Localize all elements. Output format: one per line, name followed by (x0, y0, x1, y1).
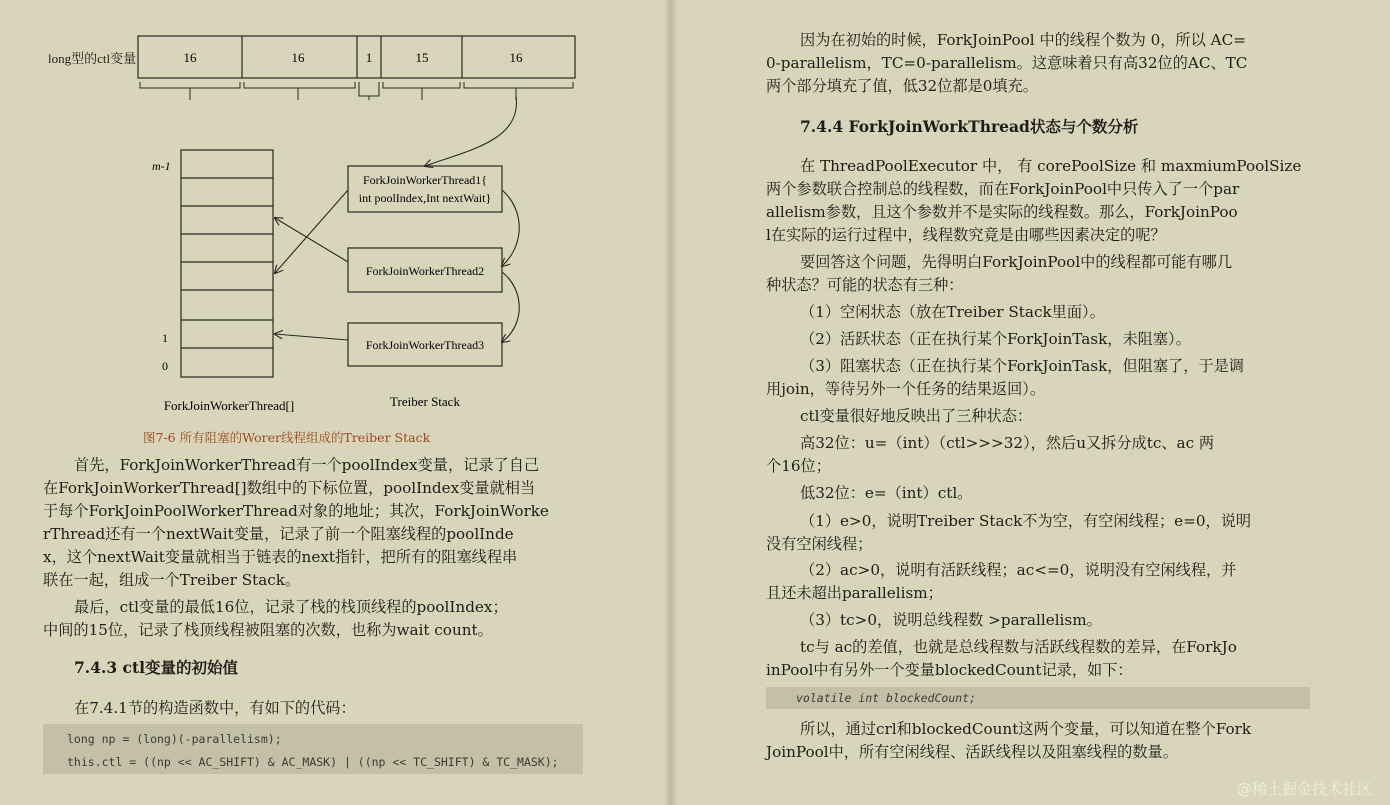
body-line: 于每个ForkJoinPoolWorkerThread对象的地址；其次，ForkJoinWorke (43, 502, 549, 520)
body-line: 低32位：e=（int）ctl。 (800, 484, 973, 502)
code-block (43, 724, 583, 774)
body-line: inPool中有另外一个变量blockedCount记录，如下： (766, 661, 1133, 679)
body-line: （3）阻塞状态（正在执行某个ForkJoinTask，但阻塞了，于是调 (800, 357, 1244, 375)
body-line: 0-parallelism，TC=0-parallelism。这意味着只有高32位的AC、TC (766, 54, 1248, 72)
array-top-index: m-1 (152, 159, 171, 173)
ctl-to-stack-arrow (425, 96, 516, 166)
body-line: ctl变量很好地反映出了三种状态： (800, 407, 1033, 425)
body-line: JoinPool中，所有空闲线程、活跃线程以及阻塞线程的数量。 (766, 743, 1178, 761)
body-line: 因为在初始的时候，ForkJoinPool 中的线程个数为 0，所以 AC= (800, 31, 1246, 49)
body-line: 要回答这个问题，先得明白ForkJoinPool中的线程都可能有哪几 (800, 253, 1233, 271)
body-line: 用join，等待另外一个任务的结果返回）。 (766, 380, 1046, 398)
array-index-1: 1 (162, 331, 168, 345)
body-line: （3）tc>0，说明总线程数 >parallelism。 (800, 611, 1102, 629)
body-line: 所以，通过crl和blockedCount这两个变量，可以知道在整个Fork (800, 720, 1252, 738)
figure-caption: 图7-6 所有阻塞的Worer线程组成的Treiber Stack (143, 430, 431, 445)
body-line: x，这个nextWait变量就相当于链表的next指针，把所有的阻塞线程串 (43, 548, 518, 566)
body-line: 两个部分填充了值，低32位都是0填充。 (766, 77, 1038, 95)
section-heading: 7.4.3 ctl变量的初始值 (74, 658, 239, 677)
body-line: 最后，ctl变量的最低16位，记录了栈的栈顶线程的poolIndex； (74, 598, 508, 616)
body-line: 没有空闲线程； (766, 535, 873, 553)
body-line: 且还未超出parallelism； (766, 584, 943, 602)
body-line: tc与 ac的差值，也就是总线程数与活跃线程数的差异，在ForkJo (800, 638, 1237, 656)
array-index-0: 0 (162, 359, 168, 373)
body-line: 中间的15位，记录了栈顶线程被阻塞的次数，也称为wait count。 (43, 621, 493, 639)
treiber-stack-figure (0, 0, 668, 425)
code-block (766, 687, 1310, 709)
body-line: l在实际的运行过程中，线程数究竟是由哪些因素决定的呢？ (766, 226, 1166, 244)
body-line: 个16位； (766, 457, 831, 475)
stack-node-1-line-2: int poolIndex,Int nextWait} (358, 191, 492, 205)
body-line: （1）空闲状态（放在Treiber Stack里面）。 (800, 303, 1105, 321)
array-label: ForkJoinWorkerThread[] (163, 398, 295, 413)
body-line: （2）ac>0，说明有活跃线程；ac<=0，说明没有空闲线程，并 (800, 561, 1237, 579)
code-line: volatile int blockedCount; (796, 691, 977, 705)
body-line: 种状态？可能的状态有三种： (766, 276, 964, 294)
body-line: 在ForkJoinWorkerThread[]数组中的下标位置，poolIndex变量就相当 (43, 479, 536, 497)
ctl-field-5: 16 (509, 50, 523, 65)
ctl-field-1: 16 (183, 50, 197, 65)
body-line: rThread还有一个nextWait变量，记录了前一个阻塞线程的poolInde (43, 525, 514, 543)
right-page (676, 0, 1390, 805)
code-line: long np = (long)(-parallelism); (67, 732, 282, 746)
body-line: 联在一起，组成一个Treiber Stack。 (43, 571, 301, 589)
body-line: （1）e>0，说明Treiber Stack不为空，有空闲线程；e=0，说明 (800, 512, 1252, 530)
body-line: 首先，ForkJoinWorkerThread有一个poolIndex变量，记录了自己 (74, 456, 540, 474)
stack-node-1-line-1: ForkJoinWorkerThread1{ (362, 173, 488, 187)
stack-label: Treiber Stack (390, 394, 460, 409)
body-line: 两个参数联合控制总的线程数，而在ForkJoinPool中只传入了一个par (766, 180, 1240, 198)
body-line: （2）活跃状态（正在执行某个ForkJoinTask，未阻塞）。 (800, 330, 1191, 348)
ctl-field-2: 16 (291, 50, 305, 65)
ctl-field-3: 1 (365, 50, 373, 65)
code-line: this.ctl = ((np << AC_SHIFT) & AC_MASK) | ((np << TC_SHIFT) & TC_MASK); (67, 755, 559, 769)
body-line: 在 ThreadPoolExecutor 中， 有 corePoolSize 和 maxmiumPoolSize (800, 157, 1302, 175)
ctl-braces (140, 82, 573, 100)
ctl-field-4: 15 (415, 50, 429, 65)
left-page (0, 0, 668, 805)
site-watermark: @稀土掘金技术社区 (1236, 780, 1372, 798)
stack-node-3: ForkJoinWorkerThread3 (365, 338, 485, 352)
section-heading: 7.4.4 ForkJoinWorkThread状态与个数分析 (800, 117, 1139, 136)
ctl-label: long型的ctl变量 (48, 51, 137, 66)
body-line: 在7.4.1节的构造函数中，有如下的代码： (74, 699, 356, 717)
stack-node-2: ForkJoinWorkerThread2 (365, 264, 485, 278)
body-line: allelism参数，且这个参数并不是实际的线程数。那么，ForkJoinPoo (766, 203, 1238, 221)
thread-array (181, 150, 273, 377)
body-line: 高32位：u=（int）（ctl>>>32），然后u又拆分成tc、ac 两 (800, 434, 1215, 452)
